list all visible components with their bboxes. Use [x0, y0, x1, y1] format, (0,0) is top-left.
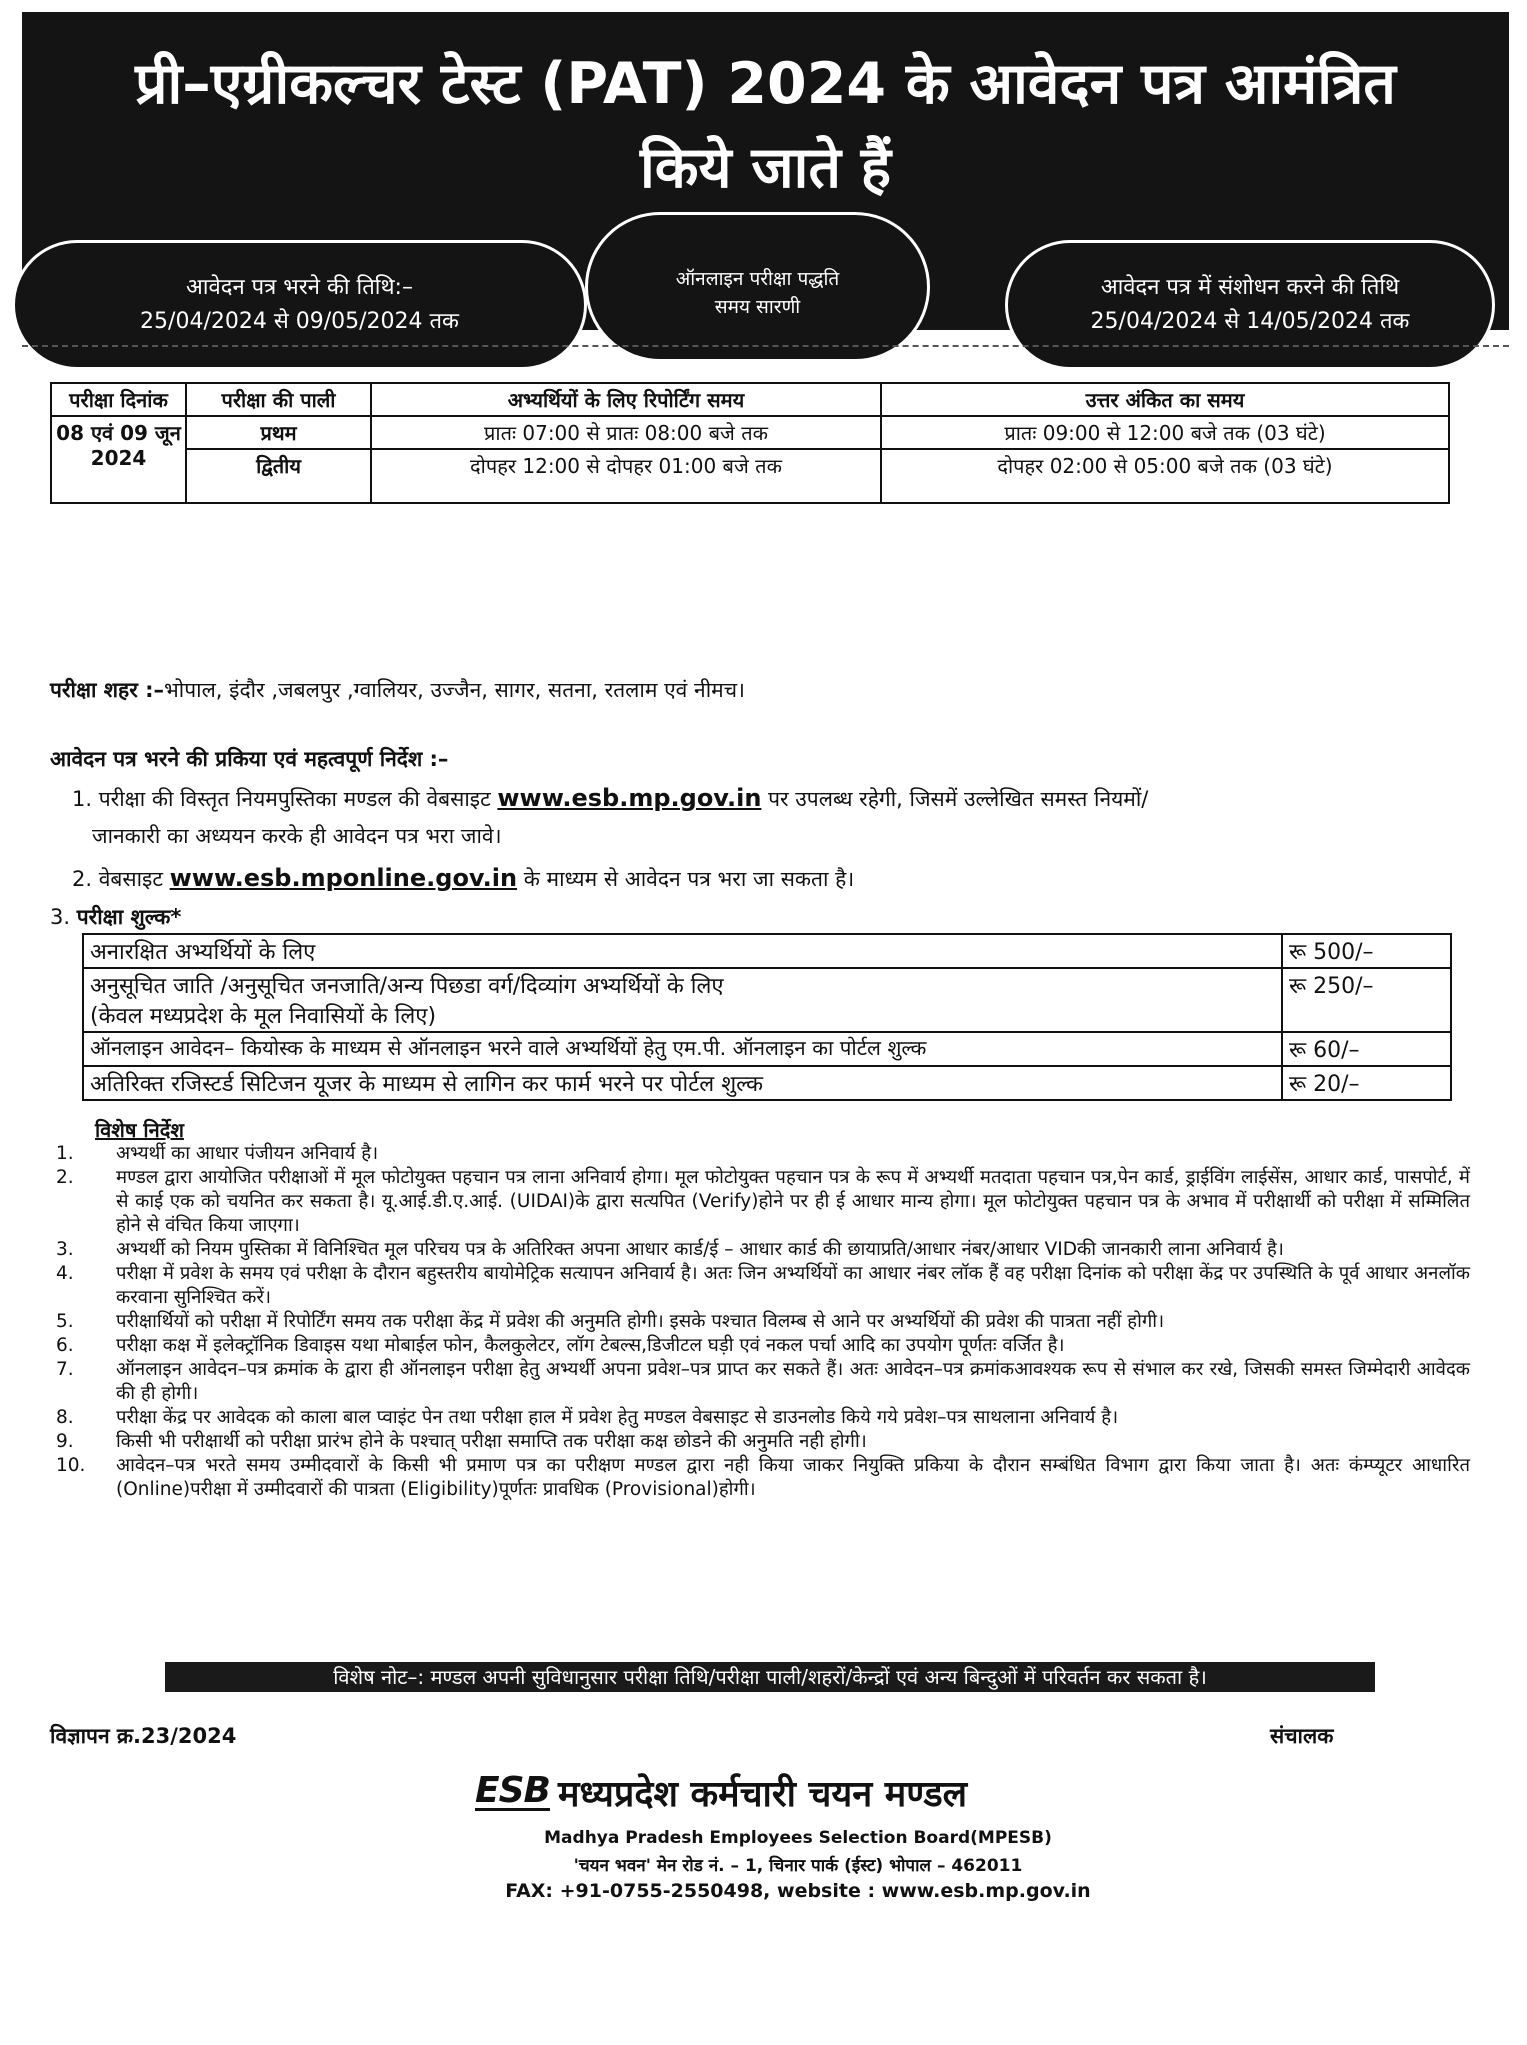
- exam-cities: [50, 676, 745, 704]
- shift-cell: द्वितीय: [186, 449, 371, 503]
- exam-date-cell: 08 एवं 09 जून 2024: [51, 416, 186, 503]
- timetable-oval: [585, 212, 930, 362]
- fee-amount: रू 250/–: [1282, 968, 1451, 1032]
- header-answer-time: उत्तर अंकित का समय: [881, 383, 1449, 416]
- application-date-label: आवेदन पत्र भरने की तिथि:–: [186, 275, 413, 300]
- instruction-item: [50, 1142, 1470, 1166]
- timetable-line-1: ऑनलाइन परीक्षा पद्धति: [675, 268, 840, 290]
- application-date-oval: [12, 240, 587, 370]
- fee-row: [83, 968, 1451, 1032]
- special-instructions: [50, 1118, 1470, 1502]
- board-address: 'चयन भवन' मेन रोड नं. – 1, चिनार पार्क (ईस्ट) भोपाल – 462011: [573, 1856, 1023, 1876]
- process-heading-text: आवेदन पत्र भरने की प्रकिया एवं महत्वपूर्ण निर्देश :–: [50, 747, 449, 771]
- exam-cities-label: परीक्षा शहर :–: [50, 678, 164, 702]
- instruction-item: [50, 1430, 1470, 1454]
- director-signature: संचालक: [1270, 1724, 1334, 1748]
- instruction-item: [50, 1358, 1470, 1406]
- item-number: 4.: [56, 1263, 74, 1284]
- instruction-text: परीक्षा कक्ष में इलेक्ट्रॉनिक डिवाइस यथा मोबाईल फोन, कैलकुलेटर, लॉग टेबल्स,डिजीटल घड़ी एवं नकल पर्चा आदि का उपयोग पूर्णतः वर्जित है।: [116, 1335, 1065, 1356]
- item-number: 5.: [56, 1311, 74, 1332]
- instruction-text: परीक्षा केंद्र पर आवेदक को काला बाल प्वाइंट पेन तथा परीक्षा हाल में प्रवेश हेतु मण्डल वेबसाइट से डाउनलोड किये गये प्रवेश–पत्र साथलाना अनिवार्य है।: [116, 1407, 1119, 1428]
- fee-amount: रू 60/–: [1282, 1032, 1451, 1066]
- fee-desc-line-1: अनुसूचित जाति /अनुसूचित जनजाति/अन्य पिछडा वर्ग/दिव्यांग अभ्यर्थियों के लिए: [90, 974, 724, 999]
- special-note-banner: विशेष नोट–: मण्डल अपनी सुविधानुसार परीक्षा तिथि/परीक्षा पाली/शहरों/केन्द्रों एवं अन्य बिन्दुओं में परिवर्तन कर सकता है।: [165, 1662, 1375, 1692]
- instruction-text: ऑनलाइन आवेदन–पत्र क्रमांक के द्वारा ही ऑनलाइन परीक्षा हेतु अभ्यर्थी अपना प्रवेश–पत्र प्राप्त कर सकते हैं। अतः आवेदन–पत्र क्रमांकआवश्यक रूप से संभाल कर रखे, जिसकी समस्त जिम्मेदारी आवेदक की ही होगी।: [116, 1359, 1470, 1404]
- answer-cell: प्रातः 09:00 से 12:00 बजे तक (03 घंटे): [881, 416, 1449, 449]
- fee-amount: रू 500/–: [1282, 934, 1451, 968]
- instruction-text: अभ्यर्थी का आधार पंजीयन अनिवार्य है।: [116, 1143, 379, 1164]
- correction-date-oval: [1005, 240, 1495, 370]
- instruction-item: [50, 1310, 1470, 1334]
- instruction-text: परीक्षा में प्रवेश के समय एवं परीक्षा के दौरान बहुस्तरीय बायोमेट्रिक सत्यापन अनिवार्य है। अतः जिन अभ्यर्थियों का आधार नंबर लॉक हैं वह परीक्षा दिनांक को परीक्षा केंद्र पर उपस्थिति के पूर्व आधार अनलॉक करवाना सुनिश्चित करें।: [116, 1263, 1470, 1308]
- instruction-item: [50, 1334, 1470, 1358]
- schedule-table: [50, 382, 1450, 504]
- item-number: 8.: [56, 1407, 74, 1428]
- esb-logo: ESB: [475, 1770, 550, 1811]
- shift-cell: प्रथम: [186, 416, 371, 449]
- item-number: 3.: [56, 1239, 74, 1260]
- header-exam-date: परीक्षा दिनांक: [51, 383, 186, 416]
- timetable-line-2: समय सारणी: [714, 296, 801, 318]
- reporting-cell: दोपहर 12:00 से दोपहर 01:00 बजे तक: [371, 449, 881, 503]
- process-item-1-line2: जानकारी का अध्ययन करके ही आवेदन पत्र भरा जावे।: [92, 824, 502, 848]
- item1-text-cont: पर उपलब्ध रहेगी, जिसमें उल्लेखित समस्त नियमों/: [768, 787, 1149, 811]
- instruction-text: अभ्यर्थी को नियम पुस्तिका में विनिश्चित मूल परिचय पत्र के अतिरिक्त अपना आधार कार्ड/ई – आधार कार्ड की छायाप्रति/आधार नंबर/आधार VIDकी जानकारी लाना अनिवार्य है।: [116, 1239, 1284, 1260]
- process-item-2: [72, 864, 854, 893]
- item-number: 2.: [56, 1167, 74, 1188]
- esb-website-link[interactable]: www.esb.mp.gov.in: [497, 784, 762, 812]
- exam-cities-value: भोपाल, इंदौर ,जबलपुर ,ग्वालियर, उज्जैन, सागर, सतना, रतलाम एवं नीमच।: [164, 678, 745, 702]
- instruction-item: [50, 1166, 1470, 1238]
- fee-heading: [50, 903, 181, 931]
- fee-row: [83, 1032, 1451, 1066]
- item-number: 7.: [56, 1359, 74, 1380]
- item-number: 3.: [50, 905, 77, 929]
- fee-desc-line-2: (केवल मध्यप्रदेश के मूल निवासियों के लिए): [90, 1004, 437, 1029]
- instruction-item: [50, 1454, 1470, 1502]
- item-number: 10.: [56, 1455, 86, 1476]
- fee-amount: रू 20/–: [1282, 1066, 1451, 1100]
- item2-text: वेबसाइट: [98, 867, 163, 891]
- answer-cell: दोपहर 02:00 से 05:00 बजे तक (03 घंटे): [881, 449, 1449, 503]
- schedule-header-row: [51, 383, 1449, 416]
- mponline-website-link[interactable]: www.esb.mponline.gov.in: [169, 864, 518, 892]
- fee-row: [83, 934, 1451, 968]
- page-title: [22, 42, 1509, 210]
- process-heading: [50, 745, 448, 773]
- schedule-row: [51, 416, 1449, 449]
- item-number: 9.: [56, 1431, 74, 1452]
- title-line-2: किये जाते हैं: [639, 135, 892, 201]
- item-number: 1.: [56, 1143, 74, 1164]
- fee-desc: अतिरिक्त रजिस्टर्ड सिटिजन यूजर के माध्यम से लागिन कर फार्म भरने पर पोर्टल शुल्क: [83, 1066, 1282, 1100]
- fee-heading-text: परीक्षा शुल्क*: [76, 905, 182, 929]
- header-reporting-time: अभ्यर्थियों के लिए रिपोर्टिंग समय: [371, 383, 881, 416]
- title-line-1: प्री–एग्रीकल्चर टेस्ट (PAT) 2024 के आवेदन पत्र आमंत्रित: [135, 51, 1396, 117]
- board-name-english: Madhya Pradesh Employees Selection Board(MPESB): [544, 1828, 1052, 1848]
- fee-desc: अनारक्षित अभ्यर्थियों के लिए: [83, 934, 1282, 968]
- correction-date-value: 25/04/2024 से 14/05/2024 तक: [1090, 309, 1410, 334]
- instruction-item: [50, 1406, 1470, 1430]
- instruction-item: [50, 1238, 1470, 1262]
- instruction-item: [50, 1262, 1470, 1310]
- board-name-hindi: मध्यप्रदेश कर्मचारी चयन मण्डल: [557, 1774, 968, 1815]
- schedule-row: [51, 449, 1449, 503]
- board-contact: FAX: +91-0755-2550498, website : www.esb.mp.gov.in: [505, 1880, 1091, 1902]
- fee-table: [82, 933, 1452, 1101]
- item-number: 1.: [72, 787, 99, 811]
- item2-text-cont: के माध्यम से आवेदन पत्र भरा जा सकता है।: [523, 867, 855, 891]
- application-date-value: 25/04/2024 से 09/05/2024 तक: [140, 309, 459, 334]
- fee-desc: [83, 968, 1282, 1032]
- board-name: [475, 1768, 967, 1817]
- header-shift: परीक्षा की पाली: [186, 383, 371, 416]
- instruction-text: परीक्षार्थियों को परीक्षा में रिपोर्टिंग समय तक परीक्षा केंद्र में प्रवेश की अनुमति होगी। इसके पश्चात विलम्ब से आने पर अभ्यर्थियों की प्रवेश की पात्रता नहीं होगी।: [116, 1311, 1165, 1332]
- special-instructions-heading: विशेष निर्देश: [95, 1118, 184, 1142]
- item-number: 6.: [56, 1335, 74, 1356]
- instruction-text: आवेदन–पत्र भरते समय उम्मीदवारों के किसी भी प्रमाण पत्र का परीक्षण मण्डल द्वारा नही किया जाकर नियुक्ति प्रकिया के दौरान सम्बंधित विभाग द्वारा किया जाता है। अतः कंम्प्यूटर आधारित (Online)परीक्षा में उम्मीदवारों की पात्रता (Eligibility)पूर्णतः प्रावधिक (Provisional)होगी।: [116, 1455, 1470, 1500]
- instruction-text: किसी भी परीक्षार्थी को परीक्षा प्रारंभ होने के पश्चात् परीक्षा समाप्ति तक परीक्षा कक्ष छोडने की अनुमति नही होगी।: [116, 1431, 867, 1452]
- reporting-cell: प्रातः 07:00 से प्रातः 08:00 बजे तक: [371, 416, 881, 449]
- process-item-1: [72, 784, 1148, 813]
- item-number: 2.: [72, 867, 99, 891]
- advertisement-number: विज्ञापन क्र.23/2024: [50, 1724, 237, 1748]
- instruction-text: मण्डल द्वारा आयोजित परीक्षाओं में मूल फोटोयुक्त पहचान पत्र लाना अनिवार्य होगा। मूल फोटोयुक्त पहचान पत्र के रूप में अभ्यर्थी मतदाता पहचान पत्र,पेन कार्ड, ड्राईविंग लाईसेंस, आधार कार्ड, पासपोर्ट, में से काई एक को चयनित कर सकता है। यू.आई.डी.ए.आई. (UIDAI)के द्वारा सत्यपित (Verify)होने पर ही ई आधार मान्य होगा। मूल फोटोयुक्त पहचान पत्र के अभाव में परीक्षार्थी को परीक्षा में सम्मिलित होने से वंचित किया जाएगा।: [116, 1167, 1470, 1236]
- fee-desc: ऑनलाइन आवेदन– कियोस्क के माध्यम से ऑनलाइन भरने वाले अभ्यर्थियों हेतु एम.पी. ऑनलाइन का पोर्टल शुल्क: [83, 1032, 1282, 1066]
- correction-date-label: आवेदन पत्र में संशोधन करने की तिथि: [1100, 275, 1400, 300]
- fee-row: [83, 1066, 1451, 1100]
- header-divider: [22, 345, 1509, 347]
- item1-text: परीक्षा की विस्तृत नियमपुस्तिका मण्डल की वेबसाइट: [98, 787, 491, 811]
